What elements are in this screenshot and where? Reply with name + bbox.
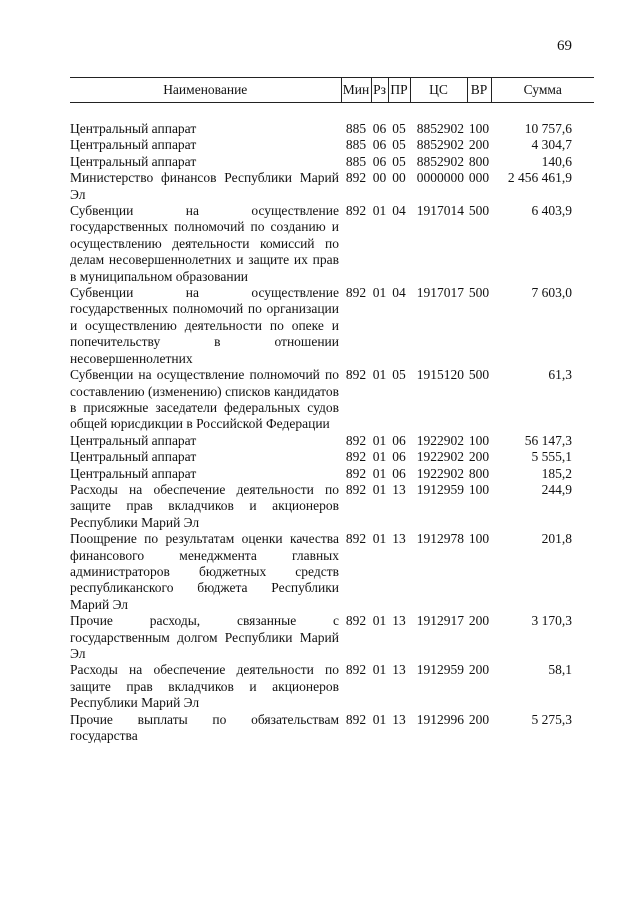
cell-sum: 3 170,3	[531, 613, 572, 629]
cell-pr: 13	[392, 662, 406, 678]
cell-cs: 0000000	[416, 170, 464, 186]
cell-pr: 05	[392, 367, 406, 383]
cell-sum: 244,9	[541, 481, 572, 497]
cell-vr: 100	[468, 121, 490, 136]
cell-rz: 00	[372, 170, 387, 186]
table-row	[70, 170, 594, 203]
cell-min: 892	[345, 367, 367, 383]
cell-rz: 01	[372, 449, 387, 465]
cell-sum: 4 304,7	[531, 137, 572, 153]
cell-vr: 800	[468, 153, 490, 169]
cell-min: 892	[345, 531, 367, 547]
cell-rz: 01	[372, 432, 387, 448]
cell-vr: 500	[468, 367, 490, 383]
table-row	[70, 367, 594, 433]
cell-cs: 1922902	[416, 432, 464, 448]
table-row	[70, 613, 594, 662]
cell-name: Расходы на обеспечение деятельности по защите прав вкладчиков и акционеров Республики Марий Эл	[70, 662, 339, 711]
cell-sum: 58,1	[548, 662, 572, 678]
cell-vr: 200	[468, 613, 490, 629]
header-pr: ПР	[388, 78, 410, 103]
cell-cs: 1922902	[416, 465, 464, 481]
cell-cs: 8852902	[416, 153, 464, 169]
cell-sum: 10 757,6	[524, 121, 572, 136]
cell-sum: 61,3	[548, 367, 572, 383]
cell-min: 885	[345, 153, 367, 169]
cell-vr: 800	[468, 465, 490, 481]
cell-cs: 1912959	[416, 481, 464, 497]
cell-cs: 1912917	[416, 613, 464, 629]
cell-rz: 06	[372, 137, 387, 153]
table-row	[70, 433, 594, 449]
cell-vr: 100	[468, 432, 490, 448]
cell-min: 885	[345, 137, 367, 153]
table-row	[70, 662, 594, 711]
cell-vr: 200	[468, 449, 490, 465]
cell-vr: 200	[468, 662, 490, 678]
header-rz: Рз	[371, 78, 388, 103]
cell-rz: 01	[372, 662, 387, 678]
cell-pr: 13	[392, 531, 406, 547]
cell-name: Центральный аппарат	[70, 449, 197, 465]
cell-rz: 01	[372, 711, 387, 727]
cell-min: 892	[345, 170, 367, 186]
cell-min: 885	[345, 121, 367, 136]
cell-name: Центральный аппарат	[70, 153, 197, 169]
cell-pr: 13	[392, 711, 406, 727]
cell-pr: 04	[392, 203, 406, 219]
cell-cs: 1917014	[416, 203, 464, 219]
table-header-row	[70, 78, 594, 103]
cell-vr: 000	[468, 170, 490, 186]
cell-pr: 13	[392, 481, 406, 497]
table-row	[70, 449, 594, 465]
cell-name: Субвенции на осуществление полномочий по составлению (изменению) списков кандидатов в присяжные заседатели федеральных судов общей юрисдикции в Российской Федерации	[70, 367, 339, 432]
table-row	[70, 103, 594, 138]
cell-vr: 100	[468, 531, 490, 547]
cell-cs: 1917017	[416, 285, 464, 301]
cell-min: 892	[345, 449, 367, 465]
cell-pr: 00	[392, 170, 406, 186]
header-vr: ВР	[467, 78, 491, 103]
page-number: 69	[557, 38, 572, 54]
cell-sum: 5 275,3	[531, 711, 572, 727]
table-row	[70, 712, 594, 745]
cell-sum: 6 403,9	[531, 203, 572, 219]
cell-pr: 05	[392, 121, 406, 136]
cell-pr: 06	[392, 449, 406, 465]
cell-vr: 500	[468, 285, 490, 301]
cell-rz: 01	[372, 481, 387, 497]
cell-cs: 1915120	[416, 367, 464, 383]
cell-rz: 01	[372, 465, 387, 481]
cell-min: 892	[345, 613, 367, 629]
cell-pr: 06	[392, 465, 406, 481]
cell-vr: 200	[468, 137, 490, 153]
table-row	[70, 154, 594, 170]
cell-rz: 01	[372, 531, 387, 547]
cell-name: Прочие выплаты по обязательствам государства	[70, 711, 339, 744]
cell-pr: 13	[392, 613, 406, 629]
cell-name: Центральный аппарат	[70, 137, 197, 153]
cell-min: 892	[345, 285, 367, 301]
table-row	[70, 531, 594, 613]
header-min: Мин	[341, 78, 371, 103]
cell-sum: 7 603,0	[531, 285, 572, 301]
cell-cs: 1912959	[416, 662, 464, 678]
cell-pr: 05	[392, 137, 406, 153]
cell-name: Центральный аппарат	[70, 432, 197, 448]
header-sum: Сумма	[491, 78, 594, 103]
cell-sum: 140,6	[541, 153, 572, 169]
cell-sum: 201,8	[541, 531, 572, 547]
cell-sum: 185,2	[541, 465, 572, 481]
cell-name: Министерство финансов Республики Марий Эл	[70, 170, 339, 202]
cell-vr: 100	[468, 481, 490, 497]
cell-name: Поощрение по результатам оценки качества финансового менеджмента главных администраторов бюджетных средств республиканского бюджета Республики Марий Эл	[70, 531, 339, 612]
cell-name: Субвенции на осуществление государственных полномочий по созданию и осуществлению деятельности комиссий по делам несовершеннолетних и защите их прав в муниципальном образовании	[70, 203, 339, 284]
cell-pr: 05	[392, 153, 406, 169]
cell-rz: 01	[372, 367, 387, 383]
cell-min: 892	[345, 203, 367, 219]
budget-table	[70, 77, 594, 744]
cell-name: Субвенции на осуществление государственных полномочий по организации и осуществлению деятельности по опеке и попечительству в отношении несовершеннолетних	[70, 285, 339, 366]
cell-cs: 8852902	[416, 137, 464, 153]
table-row	[70, 203, 594, 285]
table-row	[70, 482, 594, 531]
cell-sum: 56 147,3	[524, 432, 572, 448]
cell-name: Центральный аппарат	[70, 121, 197, 136]
cell-rz: 06	[372, 153, 387, 169]
cell-name: Центральный аппарат	[70, 465, 197, 481]
cell-cs: 1922902	[416, 449, 464, 465]
cell-sum: 5 555,1	[531, 449, 572, 465]
table-row	[70, 137, 594, 153]
cell-vr: 200	[468, 711, 490, 727]
cell-pr: 06	[392, 432, 406, 448]
cell-rz: 01	[372, 285, 387, 301]
cell-min: 892	[345, 662, 367, 678]
cell-min: 892	[345, 711, 367, 727]
cell-sum: 2 456 461,9	[507, 170, 572, 186]
cell-min: 892	[345, 465, 367, 481]
cell-rz: 01	[372, 613, 387, 629]
cell-min: 892	[345, 481, 367, 497]
cell-rz: 01	[372, 203, 387, 219]
cell-pr: 04	[392, 285, 406, 301]
table-body	[70, 103, 594, 745]
table-row	[70, 466, 594, 482]
cell-name: Расходы на обеспечение деятельности по защите прав вкладчиков и акционеров Республики Марий Эл	[70, 481, 339, 530]
cell-cs: 1912996	[416, 711, 464, 727]
table-row	[70, 285, 594, 367]
cell-rz: 06	[372, 121, 387, 136]
cell-name: Прочие расходы, связанные с государственным долгом Республики Марий Эл	[70, 613, 339, 661]
header-cs: ЦС	[410, 78, 467, 103]
header-name: Наименование	[70, 78, 341, 103]
cell-min: 892	[345, 432, 367, 448]
cell-cs: 1912978	[416, 531, 464, 547]
cell-vr: 500	[468, 203, 490, 219]
cell-cs: 8852902	[416, 121, 464, 136]
